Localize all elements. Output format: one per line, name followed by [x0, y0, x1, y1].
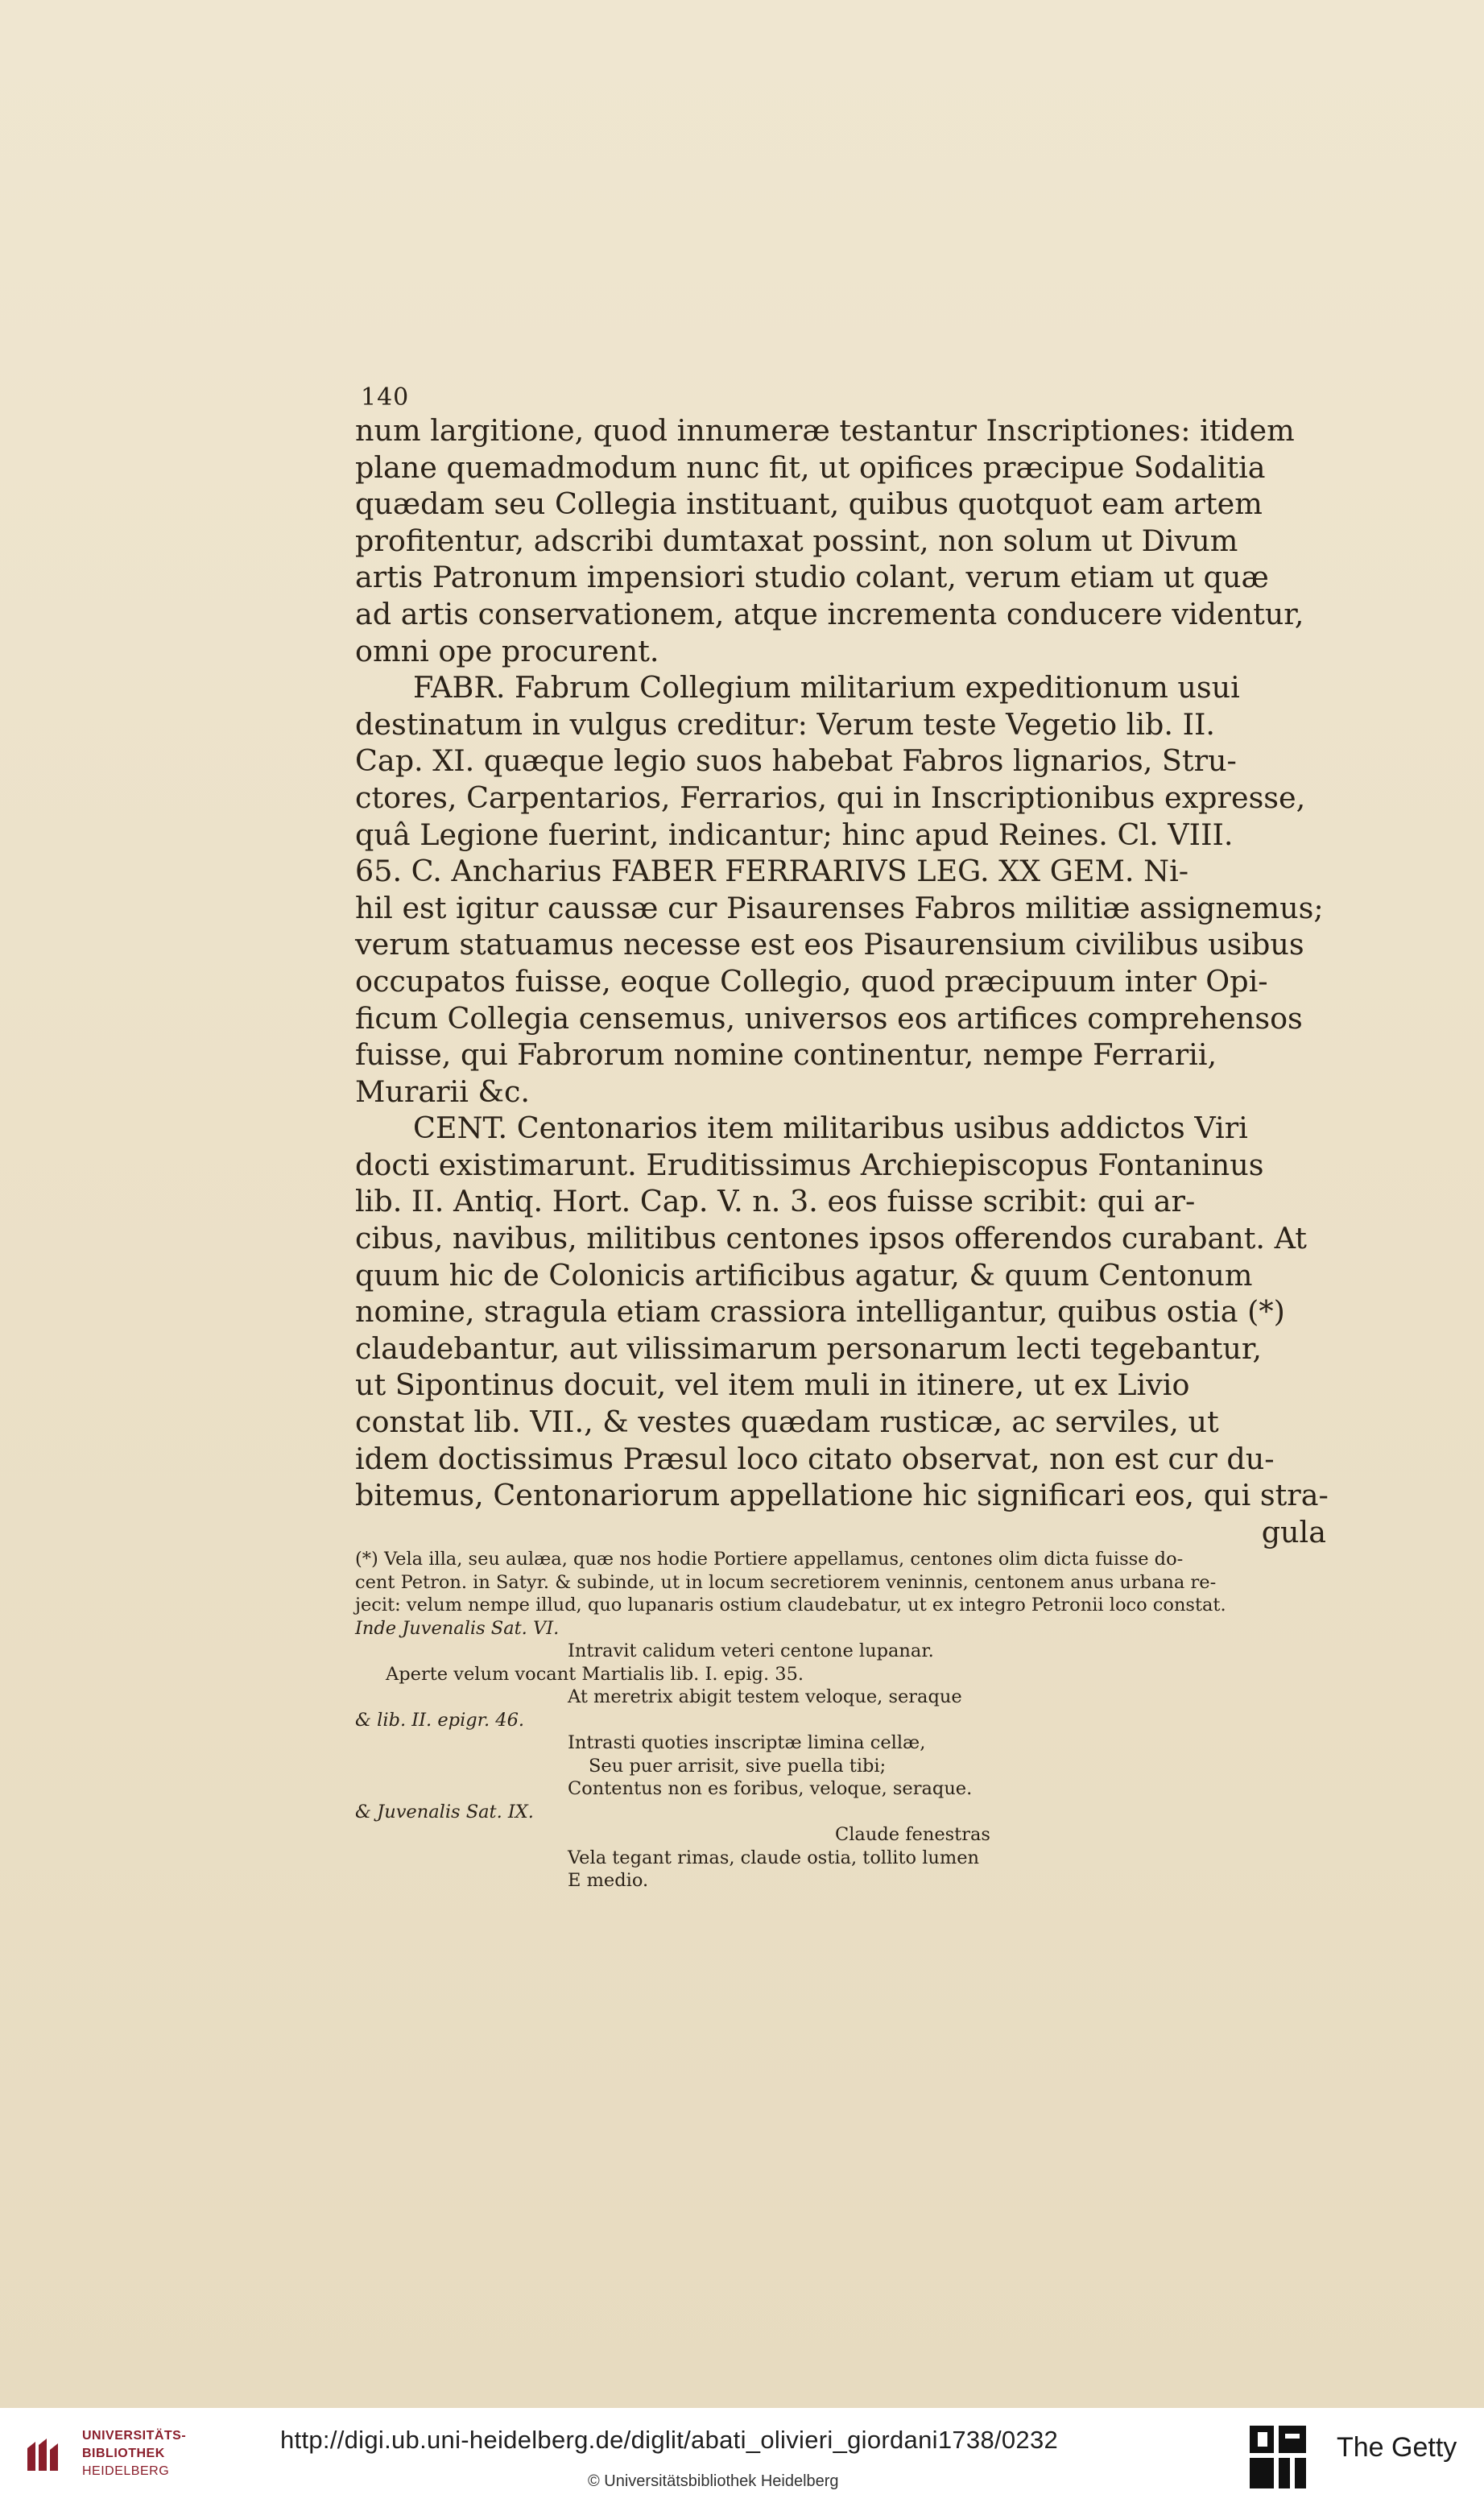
text-line-30-content: bitemus, Centonariorum appellatione hic significari eos, qui stra- [355, 1478, 1329, 1513]
text-line-18-content: fuisse, qui Fabrorum nomine continentur, nempe Ferrarii, [355, 1037, 1217, 1073]
text-line-19-content: Murarii &c. [355, 1074, 531, 1109]
text-line-4-content: profitentur, adscribi dumtaxat possint, non solum ut Divum [355, 523, 1238, 558]
main-text-block [355, 412, 1341, 1550]
footnote-verse-1 [355, 1640, 1341, 1663]
text-line-1 [355, 412, 1341, 449]
footnote-line-1-content: (*) Vela illa, seu aulæa, quæ nos hodie Portiere appellamus, centones olim dicta fuisse do- [355, 1549, 1184, 1570]
text-line-15 [355, 926, 1341, 963]
text-line-25 [355, 1293, 1341, 1330]
university-library-logo-icon [16, 2430, 68, 2482]
text-line-29-content: idem doctissimus Præsul loco citato observat, non est cur du- [355, 1441, 1275, 1476]
text-line-8-content: FABR. Fabrum Collegium militarium expeditionum usui [413, 670, 1240, 705]
text-line-23-content: cibus, navibus, militibus centones ipsos offerendos curabant. At [355, 1221, 1307, 1256]
catchword [355, 1514, 1341, 1551]
text-line-1-content: num largitione, quod innumeræ testantur Inscriptiones: itidem [355, 413, 1295, 448]
text-line-15-content: verum statuamus necesse est eos Pisaurensium civilibus usibus [355, 927, 1304, 962]
footnote-verse-2 [355, 1686, 1341, 1709]
text-line-21-content: docti existimarunt. Eruditissimus Archiepiscopus Fontaninus [355, 1147, 1264, 1182]
text-line-23 [355, 1220, 1341, 1257]
copyright-notice: © Universitätsbibliothek Heidelberg [588, 2472, 839, 2490]
text-line-6-content: ad artis conservationem, atque incrementa conducere videntur, [355, 596, 1304, 631]
footnote-verse-3 [355, 1731, 1341, 1755]
text-line-24-content: quum hic de Colonicis artificibus agatur, & quum Centonum [355, 1257, 1253, 1293]
page-number: 140 [361, 383, 410, 412]
text-line-16 [355, 963, 1341, 1000]
text-line-7 [355, 633, 1341, 670]
library-name-line-3: HEIDELBERG [82, 2464, 170, 2478]
text-line-13-content: 65. C. Ancharius FABER FERRARIVS LEG. XX GEM. Ni- [355, 854, 1189, 889]
text-line-21 [355, 1147, 1341, 1184]
library-name-line-1: UNIVERSITÄTS- [82, 2429, 187, 2443]
text-line-28 [355, 1404, 1341, 1441]
text-line-8 [355, 669, 1341, 706]
text-line-28-content: constat lib. VII., & vestes quædam rusticæ, ac serviles, ut [355, 1404, 1219, 1440]
footnote-line-2 [355, 1571, 1341, 1595]
footnote-verse-1-content: Intravit calidum veteri centone lupanar. [568, 1640, 934, 1661]
footnote-line-8 [355, 1709, 1341, 1732]
text-line-5-content: artis Patronum impensiori studio colant, verum etiam ut quæ [355, 560, 1269, 595]
text-line-4 [355, 523, 1341, 560]
footnote-line-6 [355, 1663, 1341, 1686]
footnote-line-1 [355, 1548, 1341, 1571]
footnote-line-4 [355, 1617, 1341, 1640]
text-line-30 [355, 1477, 1341, 1514]
text-line-26 [355, 1330, 1341, 1367]
footnote-verse-5 [355, 1777, 1341, 1801]
footnote-line-2-content: cent Petron. in Satyr. & subinde, ut in locum secretiorem veninnis, centonem anus urbana re- [355, 1571, 1217, 1593]
footnote-verse-4 [355, 1755, 1341, 1778]
text-line-20 [355, 1110, 1341, 1147]
text-line-3-content: quædam seu Collegia instituant, quibus quotquot eam artem [355, 486, 1263, 522]
getty-name: The Getty [1337, 2432, 1457, 2463]
text-line-29 [355, 1441, 1341, 1478]
text-line-18 [355, 1036, 1341, 1074]
footnote-line-4-content: Inde Juvenalis Sat. VI. [355, 1617, 560, 1639]
footnote-verse-7-content: Vela tegant rimas, claude ostia, tollito lumen [568, 1847, 980, 1868]
text-line-27-content: ut Sipontinus docuit, vel item muli in itinere, ut ex Livio [355, 1367, 1190, 1403]
footnote-line-8-content: & lib. II. epigr. 46. [355, 1709, 525, 1731]
footnote-verse-7 [355, 1847, 1341, 1870]
text-line-3 [355, 486, 1341, 523]
footnote-line-3-content: jecit: velum nempe illud, quo lupanaris ostium claudebatur, ut ex integro Petronii loco constat. [355, 1595, 1226, 1615]
footnote-verse-4-content: Seu puer arrisit, sive puella tibi; [589, 1755, 887, 1777]
text-line-14 [355, 890, 1341, 927]
text-line-12 [355, 817, 1341, 854]
text-line-17-content: ficum Collegia censemus, universos eos artifices comprehensos [355, 1000, 1303, 1036]
footnote-verse-6 [355, 1823, 1341, 1847]
text-line-6 [355, 596, 1341, 633]
text-line-27 [355, 1367, 1341, 1404]
getty-logo-icon [1246, 2422, 1311, 2492]
permalink-url[interactable]: http://digi.ub.uni-heidelberg.de/diglit/abati_olivieri_giordani1738/0232 [280, 2426, 1059, 2454]
footnote-verse-5-content: Contentus non es foribus, veloque, seraque. [568, 1778, 973, 1799]
viewer-footer [0, 2408, 1484, 2507]
text-line-22-content: lib. II. Antiq. Hort. Cap. V. n. 3. eos fuisse scribit: qui ar- [355, 1184, 1196, 1219]
text-line-26-content: claudebantur, aut vilissimarum personarum lecti tegebantur, [355, 1330, 1262, 1366]
footnote-line-6-content: Aperte velum vocant Martialis lib. I. epig. 35. [386, 1663, 804, 1685]
footnote-block [355, 1548, 1341, 1893]
catchword-content: gula [1261, 1514, 1326, 1549]
footnote-verse-2-content: At meretrix abigit testem veloque, seraque [568, 1686, 962, 1707]
text-line-17 [355, 1000, 1341, 1037]
text-line-16-content: occupatos fuisse, eoque Collegio, quod præcipuum inter Opi- [355, 963, 1268, 999]
text-line-7-content: omni ope procurent. [355, 633, 659, 668]
footnote-line-12-content: & Juvenalis Sat. IX. [355, 1801, 534, 1822]
text-line-10 [355, 743, 1341, 780]
text-line-5 [355, 559, 1341, 596]
text-line-2-content: plane quemadmodum nunc fit, ut opifices præcipue Sodalitia [355, 449, 1266, 485]
text-line-12-content: quâ Legione fuerint, indicantur; hinc apud Reines. Cl. VIII. [355, 817, 1234, 852]
text-line-10-content: Cap. XI. quæque legio suos habebat Fabros lignarios, Stru- [355, 743, 1237, 779]
footnote-verse-6-content: Claude fenestras [835, 1824, 990, 1845]
footnote-verse-8-content: E medio. [568, 1870, 649, 1891]
text-line-19 [355, 1074, 1341, 1111]
text-line-24 [355, 1257, 1341, 1294]
text-line-22 [355, 1183, 1341, 1220]
footnote-line-3 [355, 1594, 1341, 1617]
text-line-2 [355, 449, 1341, 486]
text-line-14-content: hil est igitur caussæ cur Pisaurenses Fabros militiæ assignemus; [355, 890, 1324, 925]
library-name-line-2: BIBLIOTHEK [82, 2447, 165, 2460]
footnote-verse-3-content: Intrasti quoties inscriptæ limina cellæ, [568, 1732, 926, 1753]
footnote-line-12 [355, 1801, 1341, 1824]
footnote-verse-8 [355, 1869, 1341, 1893]
text-line-11 [355, 780, 1341, 817]
text-line-9 [355, 706, 1341, 743]
library-name [82, 2427, 186, 2480]
text-line-13 [355, 853, 1341, 890]
text-line-20-content: CENT. Centonarios item militaribus usibus addictos Viri [413, 1111, 1248, 1146]
text-line-11-content: ctores, Carpentarios, Ferrarios, qui in Inscriptionibus expresse, [355, 780, 1306, 815]
text-line-9-content: destinatum in vulgus creditur: Verum teste Vegetio lib. II. [355, 706, 1216, 742]
text-line-25-content: nomine, stragula etiam crassiora intelligantur, quibus ostia (*) [355, 1294, 1285, 1330]
